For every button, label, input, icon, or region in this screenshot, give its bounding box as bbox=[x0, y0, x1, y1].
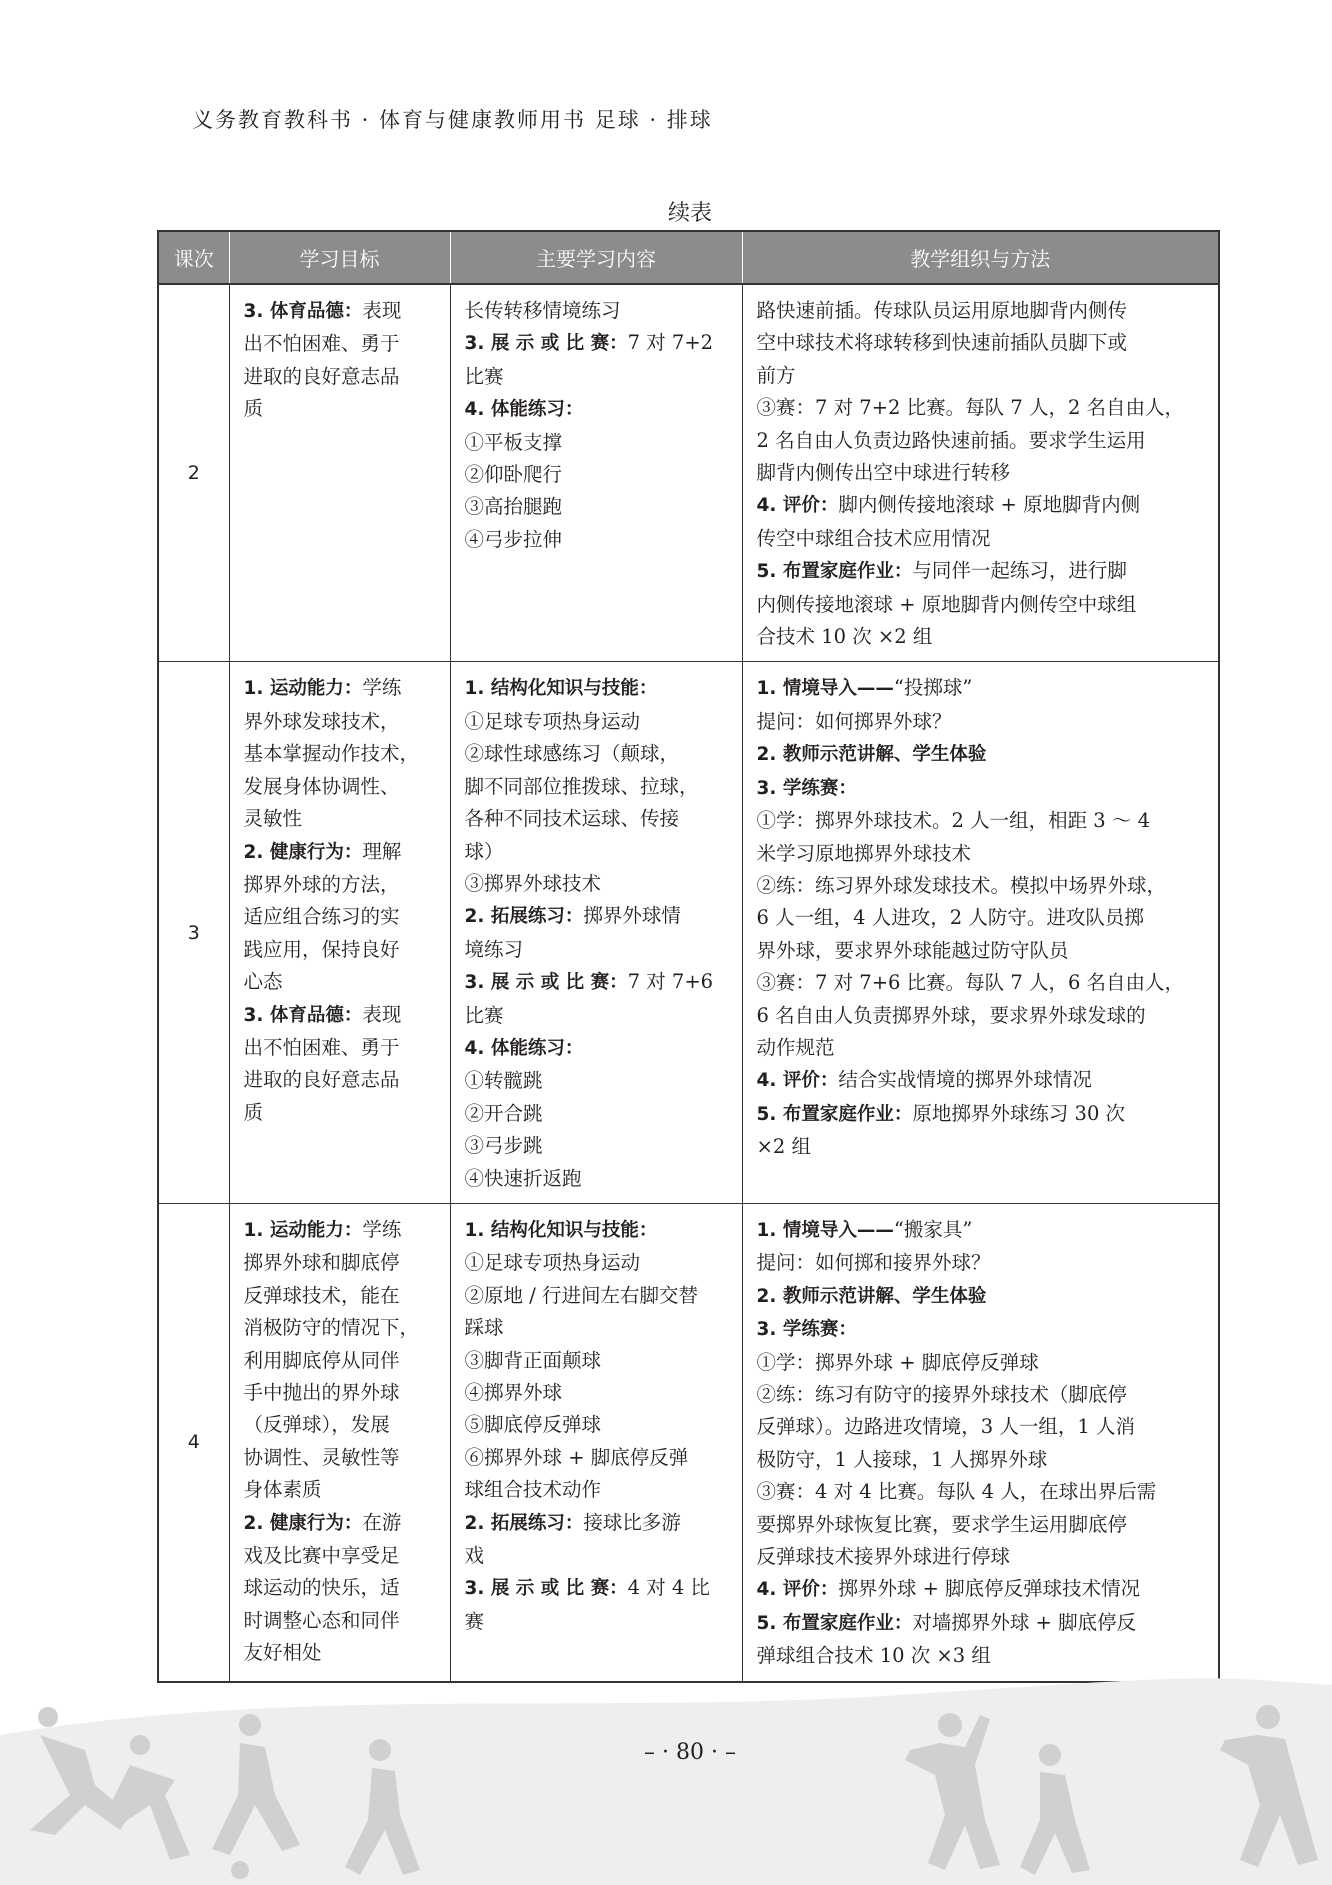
goals-line bbox=[244, 934, 438, 966]
bold-label: 5. 布置家庭作业： bbox=[756, 561, 913, 583]
table-row bbox=[158, 284, 1219, 662]
content-line bbox=[465, 1409, 730, 1441]
bold-label: 4. 体能练习： bbox=[464, 1037, 584, 1059]
bold-label: 3. 体育品德： bbox=[243, 1004, 363, 1026]
bold-label: 1. 运动能力： bbox=[243, 678, 363, 700]
content-line bbox=[465, 427, 730, 459]
bold-label: 1. 运动能力： bbox=[243, 1219, 363, 1241]
line-text: 心态 bbox=[243, 970, 283, 994]
line-text: 要掷界外球恢复比赛，要求学生运用脚底停 bbox=[756, 1512, 1128, 1536]
line-text: ③赛：7 对 7+6 比赛。每队 7 人，6 名自由人， bbox=[756, 971, 1185, 995]
line-text: 脚内侧传接地滚球 + 原地脚背内侧 bbox=[838, 493, 1141, 517]
content-line bbox=[465, 771, 730, 803]
line-text: 协调性、灵敏性等 bbox=[243, 1445, 400, 1469]
methods-line bbox=[757, 1476, 1207, 1508]
goals-line bbox=[244, 836, 438, 869]
line-text: 提问：如何掷界外球？ bbox=[756, 709, 952, 733]
methods-line bbox=[757, 1280, 1207, 1313]
content-line bbox=[465, 1312, 730, 1344]
line-text: “搬家具” bbox=[893, 1217, 973, 1241]
content-line bbox=[465, 327, 730, 360]
goals-line bbox=[244, 706, 438, 738]
content-line bbox=[465, 295, 730, 327]
content-cell bbox=[450, 284, 742, 662]
content-line bbox=[465, 738, 730, 770]
line-text: 弹球组合技术 10 次 ×3 组 bbox=[756, 1644, 991, 1668]
methods-line bbox=[757, 902, 1207, 934]
line-text: 消极防守的情况下， bbox=[243, 1316, 420, 1340]
goals-line bbox=[244, 1214, 438, 1247]
goals-line bbox=[244, 1540, 438, 1572]
methods-line bbox=[757, 1032, 1207, 1064]
content-line bbox=[465, 672, 730, 705]
bold-label: 4. 体能练习： bbox=[464, 399, 584, 421]
goals-line bbox=[244, 999, 438, 1032]
methods-line bbox=[757, 1541, 1207, 1573]
line-text: 界外球发球技术， bbox=[243, 709, 400, 733]
line-text: ①足球专项热身运动 bbox=[464, 1251, 641, 1275]
bold-label: 3. 体育品德： bbox=[243, 301, 363, 322]
line-text: 时调整心态和同伴 bbox=[243, 1608, 400, 1632]
content-line bbox=[465, 934, 730, 966]
line-text: 原地掷界外球练习 30 次 bbox=[912, 1101, 1126, 1125]
goals-line bbox=[244, 1032, 438, 1064]
goals-line bbox=[244, 1097, 438, 1129]
content-line bbox=[465, 459, 730, 491]
content-line bbox=[465, 1032, 730, 1065]
bold-label: 3. 展 示 或 比 赛： bbox=[464, 1578, 628, 1600]
line-text: ①平板支撑 bbox=[464, 430, 563, 454]
line-text: 学练 bbox=[362, 676, 402, 700]
line-text: “投掷球” bbox=[893, 676, 973, 700]
content-line bbox=[465, 706, 730, 738]
methods-line bbox=[757, 555, 1207, 588]
content-line bbox=[465, 836, 730, 868]
content-line bbox=[465, 1507, 730, 1540]
line-text: 与同伴一起练习，进行脚 bbox=[912, 559, 1127, 583]
line-text: 在游 bbox=[362, 1510, 402, 1534]
methods-line bbox=[757, 1214, 1207, 1247]
table-caption: 续表 bbox=[667, 201, 712, 226]
line-text: 各种不同技术运球、传接 bbox=[464, 807, 680, 831]
content-line bbox=[465, 1540, 730, 1572]
line-text: 动作规范 bbox=[756, 1035, 835, 1059]
line-text: 比赛 bbox=[464, 364, 504, 388]
goals-line bbox=[244, 393, 438, 425]
goals-cell bbox=[229, 284, 450, 662]
goals-line bbox=[244, 1280, 438, 1312]
line-text: 反弹球技术接界外球进行停球 bbox=[756, 1545, 1011, 1569]
goals-line bbox=[244, 1474, 438, 1506]
line-text: 表现 bbox=[362, 299, 402, 322]
line-text: 脚背内侧传出空中球进行转移 bbox=[756, 461, 1011, 485]
methods-line bbox=[757, 1064, 1207, 1097]
header-lesson: 课次 bbox=[158, 231, 229, 284]
content-line bbox=[465, 393, 730, 426]
methods-line bbox=[757, 935, 1207, 967]
goals-line bbox=[244, 1345, 438, 1377]
line-text: ③脚背正面颠球 bbox=[464, 1348, 602, 1372]
line-text: ⑥掷界外球 + 脚底停反弹 bbox=[464, 1445, 689, 1469]
line-text: ①学：掷界外球 + 脚底停反弹球 bbox=[756, 1350, 1039, 1374]
line-text: ②开合跳 bbox=[464, 1101, 543, 1125]
goals-line bbox=[244, 1442, 438, 1474]
methods-line bbox=[757, 425, 1207, 457]
methods-line bbox=[757, 1247, 1207, 1279]
content-line bbox=[465, 1130, 730, 1162]
line-text: 对墙掷界外球 + 脚底停反 bbox=[912, 1610, 1137, 1634]
methods-line bbox=[757, 489, 1207, 522]
content-line bbox=[465, 1065, 730, 1097]
methods-line bbox=[757, 870, 1207, 902]
line-text: ③赛：4 对 4 比赛。每队 4 人，在球出界后需 bbox=[756, 1480, 1157, 1504]
methods-line bbox=[757, 805, 1207, 837]
content-line bbox=[465, 803, 730, 835]
bold-label: 5. 布置家庭作业： bbox=[756, 1103, 913, 1125]
bold-label: 4. 评价： bbox=[756, 1070, 839, 1092]
page-number: – · 80 · – bbox=[644, 1740, 736, 1765]
sports-silhouette-banner bbox=[0, 1655, 1332, 1885]
line-text: ×2 组 bbox=[756, 1135, 811, 1159]
line-text: 掷界外球情 bbox=[583, 904, 681, 928]
line-text: 进取的良好意志品 bbox=[243, 1068, 400, 1092]
line-text: 学练 bbox=[362, 1217, 402, 1241]
line-text: 掷界外球的方法， bbox=[243, 872, 400, 896]
goals-line bbox=[244, 672, 438, 705]
line-text: 7 对 7+2 bbox=[627, 331, 714, 355]
line-text: 掷界外球 + 脚底停反弹球技术情况 bbox=[838, 1577, 1141, 1601]
methods-cell bbox=[742, 1203, 1219, 1681]
line-text: 结合实战情境的掷界外球情况 bbox=[838, 1068, 1092, 1092]
line-text: ①转髋跳 bbox=[464, 1069, 543, 1093]
line-text: 出不怕困难、勇于 bbox=[243, 1035, 400, 1059]
methods-line bbox=[757, 706, 1207, 738]
goals-line bbox=[244, 803, 438, 835]
content-line bbox=[465, 1442, 730, 1474]
goals-line bbox=[244, 771, 438, 803]
line-text: ①足球专项热身运动 bbox=[464, 709, 641, 733]
content-line bbox=[465, 1247, 730, 1279]
content-line bbox=[465, 1572, 730, 1605]
methods-line bbox=[757, 1607, 1207, 1640]
content-line bbox=[465, 1280, 730, 1312]
line-text: 2 名自由人负责边路快速前插。要求学生运用 bbox=[756, 428, 1146, 452]
methods-cell bbox=[742, 284, 1219, 662]
lesson-plan-table bbox=[157, 230, 1220, 1683]
line-text: ②仰卧爬行 bbox=[464, 463, 563, 487]
line-text: ⑤脚底停反弹球 bbox=[464, 1413, 602, 1437]
methods-line bbox=[757, 967, 1207, 999]
methods-line bbox=[757, 621, 1207, 653]
line-text: 境练习 bbox=[464, 937, 524, 961]
methods-line bbox=[757, 295, 1207, 327]
line-text: 6 人一组，4 人进攻，2 人防守。进攻队员掷 bbox=[756, 906, 1144, 930]
line-text: 球运动的快乐，适 bbox=[243, 1576, 400, 1600]
lesson-number: 2 bbox=[158, 284, 229, 662]
methods-line bbox=[757, 1000, 1207, 1032]
bold-label: 3. 展 示 或 比 赛： bbox=[464, 333, 628, 355]
methods-line bbox=[757, 1313, 1207, 1346]
bold-label: 2. 拓展练习： bbox=[464, 906, 584, 928]
goals-line bbox=[244, 295, 438, 328]
line-text: ③掷界外球技术 bbox=[464, 871, 602, 895]
line-text: ③高抬腿跑 bbox=[464, 495, 563, 519]
bold-label: 5. 布置家庭作业： bbox=[756, 1612, 913, 1634]
methods-line bbox=[757, 772, 1207, 805]
line-text: 长传转移情境练习 bbox=[464, 299, 621, 322]
line-text: 适应组合练习的实 bbox=[243, 905, 400, 929]
content-line bbox=[465, 1377, 730, 1409]
bold-label: 3. 展 示 或 比 赛： bbox=[464, 972, 628, 994]
goals-cell bbox=[229, 662, 450, 1204]
bold-label: 1. 情境导入—— bbox=[756, 678, 894, 700]
line-text: ②球性球感练习（颠球， bbox=[464, 742, 680, 766]
content-line bbox=[465, 1474, 730, 1506]
line-text: 米学习原地掷界外球技术 bbox=[756, 841, 972, 865]
goals-cell bbox=[229, 1203, 450, 1681]
line-text: 比赛 bbox=[464, 1003, 504, 1027]
line-text: ④掷界外球 bbox=[464, 1381, 563, 1404]
content-cell bbox=[450, 1203, 742, 1681]
bold-label: 2. 健康行为： bbox=[243, 1512, 363, 1534]
line-text: ③弓步跳 bbox=[464, 1134, 543, 1158]
line-text: 戏及比赛中享受足 bbox=[243, 1544, 400, 1568]
line-text: ①学：掷界外球技术。2 人一组，相距 3 ～ 4 bbox=[756, 809, 1151, 833]
bold-label: 3. 学练赛： bbox=[756, 1319, 857, 1341]
line-text: 质 bbox=[243, 397, 264, 421]
methods-line bbox=[757, 1379, 1207, 1411]
line-text: 踩球 bbox=[464, 1316, 504, 1340]
line-text: 发展身体协调性、 bbox=[243, 774, 400, 798]
line-text: 脚不同部位推拨球、拉球， bbox=[464, 774, 699, 798]
line-text: （反弹球），发展 bbox=[243, 1413, 390, 1437]
bold-label: 4. 评价： bbox=[756, 1579, 839, 1601]
line-text: 表现 bbox=[362, 1002, 402, 1026]
line-text: 合技术 10 次 ×2 组 bbox=[756, 625, 933, 649]
line-text: 路快速前插。传球队员运用原地脚背内侧传 bbox=[756, 299, 1128, 322]
line-text: 球组合技术动作 bbox=[464, 1478, 602, 1502]
book-header: 义务教育教科书 · 体育与健康教师用书 足球 · 排球 bbox=[192, 108, 713, 132]
methods-line bbox=[757, 360, 1207, 392]
methods-line bbox=[757, 1098, 1207, 1131]
content-line bbox=[465, 868, 730, 900]
line-text: ②原地 / 行进间左右脚交替 bbox=[464, 1283, 698, 1307]
line-text: 灵敏性 bbox=[243, 807, 303, 831]
line-text: 提问：如何掷和接界外球？ bbox=[756, 1251, 991, 1275]
line-text: 反弹球技术，能在 bbox=[243, 1283, 400, 1307]
line-text: 前方 bbox=[756, 363, 796, 387]
goals-line bbox=[244, 1409, 438, 1441]
table-header-row bbox=[158, 231, 1219, 284]
goals-line bbox=[244, 1507, 438, 1540]
line-text: ④弓步拉伸 bbox=[464, 527, 563, 551]
goals-line bbox=[244, 901, 438, 933]
line-text: 传空中球组合技术应用情况 bbox=[756, 526, 991, 550]
line-text: 手中抛出的界外球 bbox=[243, 1381, 400, 1404]
goals-line bbox=[244, 869, 438, 901]
goals-line bbox=[244, 328, 438, 360]
content-line bbox=[465, 1098, 730, 1130]
lesson-number: 4 bbox=[158, 1203, 229, 1681]
methods-line bbox=[757, 327, 1207, 359]
goals-line bbox=[244, 1312, 438, 1344]
content-line bbox=[465, 900, 730, 933]
methods-line bbox=[757, 672, 1207, 705]
bold-label: 3. 学练赛： bbox=[756, 777, 857, 799]
lesson-number: 3 bbox=[158, 662, 229, 1204]
methods-line bbox=[757, 523, 1207, 555]
line-text: ④快速折返跑 bbox=[464, 1166, 582, 1190]
goals-line bbox=[244, 966, 438, 998]
line-text: ③赛：7 对 7+2 比赛。每队 7 人，2 名自由人， bbox=[756, 396, 1185, 420]
header-content: 主要学习内容 bbox=[450, 231, 742, 284]
content-line bbox=[465, 1214, 730, 1247]
header-goals: 学习目标 bbox=[229, 231, 450, 284]
content-line bbox=[465, 1606, 730, 1638]
line-text: 界外球，要求界外球能越过防守队员 bbox=[756, 938, 1069, 962]
methods-line bbox=[757, 1509, 1207, 1541]
methods-line bbox=[757, 1411, 1207, 1443]
line-text: 理解 bbox=[362, 839, 402, 863]
bold-label: 1. 结构化知识与技能： bbox=[464, 1219, 658, 1241]
bold-label: 2. 教师示范讲解、学生体验 bbox=[756, 1285, 987, 1307]
bold-label: 2. 教师示范讲解、学生体验 bbox=[756, 744, 987, 766]
methods-cell bbox=[742, 662, 1219, 1204]
line-text: 身体素质 bbox=[243, 1478, 322, 1502]
table-row bbox=[158, 1203, 1219, 1681]
methods-line bbox=[757, 1347, 1207, 1379]
methods-line bbox=[757, 1573, 1207, 1606]
content-line bbox=[465, 491, 730, 523]
header-methods: 教学组织与方法 bbox=[742, 231, 1219, 284]
line-text: 反弹球）。边路进攻情境，3 人一组，1 人消 bbox=[756, 1415, 1135, 1439]
line-text: 4 对 4 比 bbox=[627, 1576, 711, 1600]
line-text: 球） bbox=[464, 839, 504, 863]
goals-line bbox=[244, 361, 438, 393]
line-text: 戏 bbox=[464, 1544, 485, 1568]
line-text: 进取的良好意志品 bbox=[243, 364, 400, 388]
bold-label: 1. 情境导入—— bbox=[756, 1219, 894, 1241]
line-text: 友好相处 bbox=[243, 1641, 322, 1665]
line-text: 利用脚底停从同伴 bbox=[243, 1348, 400, 1372]
line-text: 7 对 7+6 bbox=[627, 970, 714, 994]
table-row bbox=[158, 662, 1219, 1204]
goals-line bbox=[244, 1064, 438, 1096]
methods-line bbox=[757, 1444, 1207, 1476]
content-line bbox=[465, 1345, 730, 1377]
methods-line bbox=[757, 589, 1207, 621]
goals-line bbox=[244, 738, 438, 770]
line-text: 质 bbox=[243, 1100, 264, 1124]
goals-line bbox=[244, 1605, 438, 1637]
line-text: 空中球技术将球转移到快速前插队员脚下或 bbox=[756, 331, 1128, 355]
methods-line bbox=[757, 738, 1207, 771]
goals-line bbox=[244, 1377, 438, 1409]
bold-label: 1. 结构化知识与技能： bbox=[464, 678, 658, 700]
line-text: ②练：练习界外球发球技术。模拟中场界外球， bbox=[756, 873, 1167, 897]
goals-line bbox=[244, 1572, 438, 1604]
content-line bbox=[465, 1000, 730, 1032]
line-text: 赛 bbox=[464, 1609, 485, 1633]
bold-label: 2. 拓展练习： bbox=[464, 1512, 584, 1534]
content-line bbox=[465, 966, 730, 999]
content-line bbox=[465, 361, 730, 393]
line-text: ②练：练习有防守的接界外球技术（脚底停 bbox=[756, 1383, 1128, 1406]
line-text: 内侧传接地滚球 + 原地脚背内侧传空中球组 bbox=[756, 592, 1137, 616]
content-line bbox=[465, 524, 730, 556]
line-text: 接球比多游 bbox=[583, 1510, 681, 1534]
line-text: 基本掌握动作技术， bbox=[243, 742, 420, 766]
line-text: 6 名自由人负责掷界外球，要求界外球发球的 bbox=[756, 1003, 1146, 1027]
bold-label: 2. 健康行为： bbox=[243, 841, 363, 863]
goals-line bbox=[244, 1247, 438, 1279]
methods-line bbox=[757, 392, 1207, 424]
line-text: 践应用，保持良好 bbox=[243, 937, 400, 961]
line-text: 出不怕困难、勇于 bbox=[243, 332, 400, 356]
methods-line bbox=[757, 838, 1207, 870]
content-line bbox=[465, 1163, 730, 1195]
line-text: 极防守，1 人接球，1 人掷界外球 bbox=[756, 1447, 1048, 1471]
bold-label: 4. 评价： bbox=[756, 495, 839, 517]
content-cell bbox=[450, 662, 742, 1204]
line-text: 掷界外球和脚底停 bbox=[243, 1251, 400, 1275]
methods-line bbox=[757, 1131, 1207, 1163]
methods-line bbox=[757, 457, 1207, 489]
